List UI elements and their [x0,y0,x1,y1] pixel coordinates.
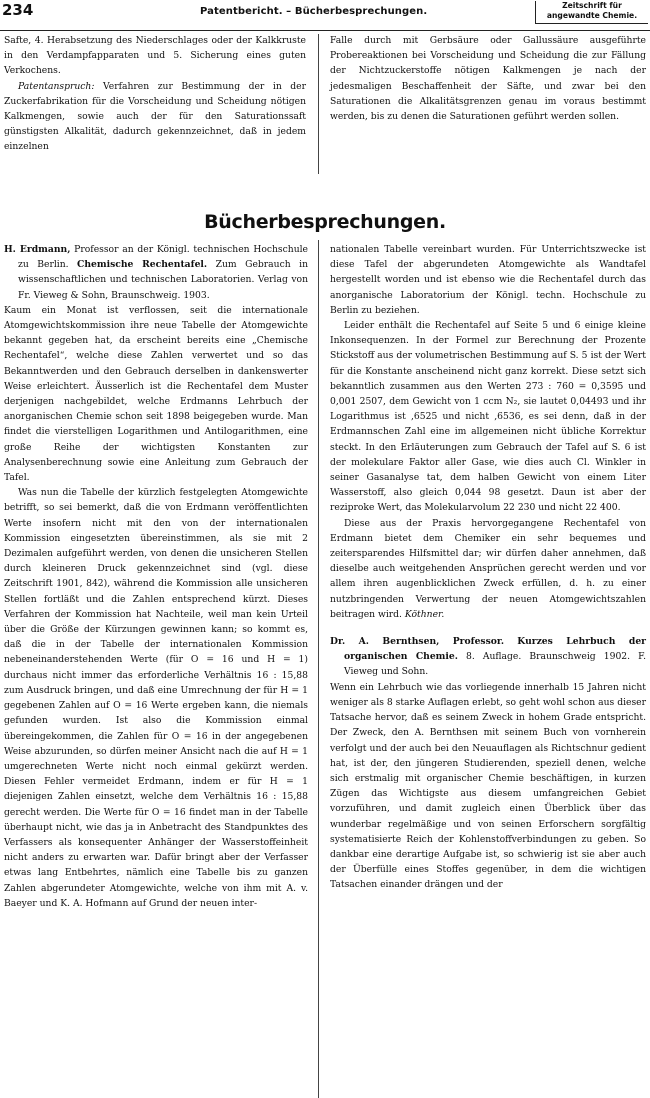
page-header [0,0,650,31]
review-2-author: Dr. A. Bernthsen, Professor. [330,636,505,648]
column-divider-main [318,240,319,1098]
review-1-paragraph-2-continued: nationalen Tabelle vereinbart wurden. Für Unterrichtszwecke ist diese Tafel der abgerundeten Atomgewichte als Wandtafel hergestellt worden und ist ebenso wie die Rechentafel durch das anorganische Laboratorium der Königl. techn. Hochschule zu Berlin zu beziehen. [330,244,646,316]
column-divider-top [318,34,319,174]
review-right-column [330,242,646,893]
review-1-heading [4,242,308,303]
review-separator [330,622,646,634]
review-1-paragraph-3: Leider enthält die Rechentafel auf Seite 5 und 6 einige kleine Inkonsequenzen. In der Formel zur Berechnung der Prozente Stickstoff aus der volumetrischen Bestimmung auf S. 5 ist der Wert für die Konstante anscheinend nicht ganz korrekt. Diese setzt sich bekanntlich zusammen aus den Werten 273 : 760 = 0,3595 und 0,001 2507, dem Gewicht von 1 ccm N₂, sie lautet 0,04493 und ihr Logarithmus ist ,6525 und nicht ,6536, es sei denn, daß in der Erdmannschen Zahl eine im allgemeinen nicht übliche Korrektur steckt. In den Erläuterungen zum Gebrauch der Tafel auf S. 6 ist der molekulare Faktor aller Gase, wie dies auch Cl. Winkler in seiner Gasanalyse tat, dem halben Gewicht von einem Liter Wasserstoff, also gleich 0,044 98 gesetzt. Daun ist aber der reziproke Wert, das Molekularvolum 22 230 und nicht 22 400. [330,320,646,514]
review-1-author-desc: Professor an der Königl. technischen Hochschule zu Berlin. [18,244,308,271]
patent-right-column [330,33,646,124]
review-1-author: H. Erdmann, [4,244,71,255]
journal-title-box [535,1,648,24]
patent-claim-paragraph [4,79,306,155]
review-2-paragraph-1: Wenn ein Lehrbuch wie das vorliegende innerhalb 15 Jahren nicht weniger als 8 starke Auflagen erlebt, so geht wohl schon aus dieser Tatsache hervor, daß es seinem Zweck in hohem Grade entspricht. Der Zweck, den A. Bernthsen mit seinem Buch von vornherein verfolgt und der auch bei den Neuauflagen als Richtschnur gedient hat, ist der, den jüngeren Studierenden, speziell denen, welche sich erstmalig mit organischer Chemie beschäftigen, in kurzen Zügen das Wichtigste aus diesem umfangreichen Gebiet vorzuführen, und damit zugleich einen Überblick über das wunderbar regelmäßige und von seinen Erforschern sorgfältig systematisierte Reich der Kohlenstoffverbindungen zu geben. So dankbar eine derartige Aufgabe ist, so schwierig ist sie aber auch der Überfülle eines Stoffes gegenüber, in dem die wichtigen Tatsachen einander drängen und der [330,681,646,891]
patent-paragraph-continued: Falle durch mit Gerbsäure oder Gallussäure ausgeführte Probereaktionen bei Vorscheidung und Scheidung die zur Fällung der Nichtzuckerstoffe nötigen Kalkmengen je nach der jedesmaligen Beschaffenheit der Säfte, und zwar bei den Saturationen die Alkalitätsgrenzen genau im voraus bestimmt werden, bis zu denen die Saturationen geführt werden sollen. [330,35,646,123]
review-1-book-title: Chemische Rechentafel. [77,259,208,271]
review-2-heading [330,634,646,680]
page-number: 234 [2,1,34,19]
review-1-signature: Köthner. [404,608,445,620]
review-1-paragraph-4 [330,516,646,622]
review-2-book-desc: 8. Auflage. Braunschweig 1902. F. Vieweg und Sohn. [344,651,646,678]
review-1-paragraph-2: Was nun die Tabelle der kürzlich festgelegten Atomgewichte betrifft, so sei bemerkt, daß die von Erdmann veröffentlichten Werte insofern nicht mit den von der internationalen Kommission eingesetzten übereinstimmen, als sie mit 2 Dezimalen aufgeführt werden, von denen die unsicheren Stellen durch kleineren Druck gekennzeichnet sind (vgl. diese Zeitschrift 1901, 842), während die Kommission alle unsicheren Stellen fortläßt und die Zahlen entsprechend kürzt. Dieses Verfahren der Kommission hat Nachteile, weil man kein Urteil über die Größe der Kürzungen gewinnen kann; so kommt es, daß die in der Tabelle der internationalen Kommission nebeneinanderstehenden Werte (für O = 16 und H = 1) durchaus nicht immer das erforderliche Verhältnis 16 : 15,88 zum Ausdruck bringen, und daß eine Umrechnung der für H = 1 gegebenen Zahlen auf O = 16 Werte ergeben kann, die niemals gefunden wurden. Ist also die Kommission einmal übereingekommen, die Zahlen für O = 16 in der angegebenen Weise abzurunden, so dürfen meiner Ansicht nach die auf H = 1 umgerechneten Werte nicht noch einmal gekürzt werden. Diesen Fehler vermeidet Erdmann, indem er für H = 1 diejenigen Zahlen einsetzt, welche dem Verhältnis 16 : 15,88 gerecht werden. Die Werte für O = 16 findet man in der Tabelle überhaupt nicht, wie das ja in Anbetracht des Standpunktes des Verfassers als konsequenter Anhänger der Wasserstoffeinheit nicht anders zu erwarten war. Dafür bringt aber der Verfasser etwas lang Entbehrtes, nämlich eine Tabelle bis zu ganzen Zahlen abgerundeter Atomgewichte, welche von ihm mit A. v. Baeyer und K. A. Hofmann auf Grund der neuen inter- [4,487,308,909]
patent-claim-text: Verfahren zur Bestimmung der in der Zuckerfabrikation für die Vorscheidung und Scheidung nötigen Kalkmengen, sowie auch der für den Saturationssaft günstigsten Alkalität, dadurch gekennzeichnet, daß in jedem einzelnen [4,80,306,153]
review-1-paragraph-1: Kaum ein Monat ist verflossen, seit die internationale Atomgewichtskommission ihre neue Tabelle der Atomgewichte bekannt gegeben hat, da erscheint bereits eine „Chemische Rechentafel“, welche diese Zahlen verwertet und so das Bekanntwerden und den Gebrauch derselben in dankenswerter Weise erleichtert. Äusserlich ist die Rechentafel dem Muster derjenigen nachgebildet, welche Erdmanns Lehrbuch der anorganischen Chemie schon seit 1898 beigegeben wurde. Man findet die vierstelligen Logarithmen und Antilogarithmen, eine große Reihe der wichtigsten Konstanten zur Analysenberechnung sowie eine Anleitung zum Gebrauch der Tafel. [4,304,308,484]
review-1-book-desc: Zum Gebrauch in wissenschaftlichen und technischen Laboratorien. Verlag von Fr. Vieweg & Sohn, Braunschweig. 1903. [18,259,308,301]
running-head: Patentbericht. – Bücherbesprechungen. [200,6,428,17]
patent-left-column [4,33,306,155]
section-title: Bücherbesprechungen. [204,211,446,233]
patent-paragraph: Safte, 4. Herabsetzung des Niederschlages oder der Kalkkruste in den Verdampfapparaten und 5. Sicherung eines guten Verkochens. [4,35,306,77]
review-1-paragraph-4-text: Diese aus der Praxis hervorgegangene Rechentafel von Erdmann bietet dem Chemiker ein sehr bequemes und zeitersparendes Hilfsmittel dar; wir dürfen daher annehmen, daß dieselbe auch weitgehenden Ansprüchen gerecht werden und vor allem ihren augenblicklichen Zweck erfüllen, d. h. zu einer nutzbringenden Verwertung der neuen Atomgewichtszahlen beitragen wird. [330,517,646,620]
review-left-column [4,242,308,911]
journal-title-line-2: angewandte Chemie. [546,11,638,20]
patent-claim-label: Patentanspruch: [18,80,95,92]
review-2-book-title: Kurzes Lehrbuch der organischen Chemie. [344,636,647,663]
journal-title-line-1: Zeitschrift für [562,1,622,10]
